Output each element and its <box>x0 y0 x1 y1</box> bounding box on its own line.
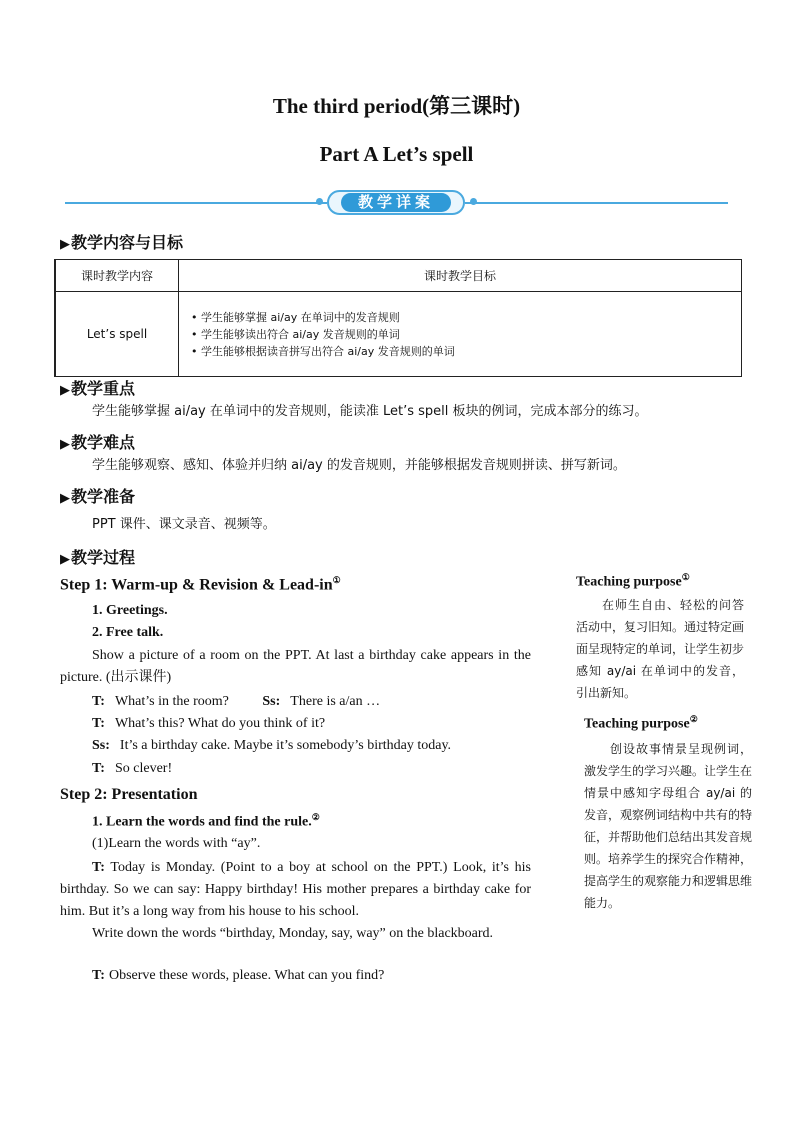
key-points-text: 学生能够掌握 ai/ay 在单词中的发音规则，能读准 Let’s spell 板块的例词，完成本部分的练习。 <box>92 404 648 419</box>
goals-table <box>54 259 742 377</box>
teaching-purpose-1-text: 在师生自由、轻松的问答活动中，复习旧知。通过特定画面呈现特定的单词，让学生初步感知 ay/ai 在单词中的发音，引出新知。 <box>576 598 745 700</box>
teaching-purpose-2-text: 创设故事情景呈现例词，激发学生的学习兴趣。让学生在情景中感知字母组合 ay/ai 的发音，观察例词结构中共有的特征，并帮助他们总结出其发音规则。培养学生的探究合作精神，提高学生的观察能力和逻辑思维能力。 <box>584 742 753 910</box>
banner-dot-right <box>470 198 477 205</box>
dialog-line: Ss: It’s a birthday cake. Maybe it’s somebody’s birthday today. <box>92 738 452 753</box>
goal-item: • 学生能够根据读音拼写出符合 ai/ay 发音规则的单词 <box>191 344 455 358</box>
section-banner <box>327 190 465 215</box>
step2-title: Step 2: Presentation <box>60 786 198 803</box>
dialog-line: T: Observe these words, please. What can you find? <box>92 968 385 983</box>
table-header-goals: 课时教学目标 <box>179 260 742 292</box>
banner-label: 教学详案 <box>341 193 451 212</box>
dialog-line: T: What’s this? What do you think of it? <box>92 716 326 731</box>
table-header-row <box>55 260 742 292</box>
difficulties-text: 学生能够观察、感知、体验并归纳 ai/ay 的发音规则，并能够根据发音规则拼读、拼写新词。 <box>92 458 626 473</box>
step1-paragraph: Show a picture of a room on the PPT. At last a birthday cake appears in the picture. (出示课件) <box>60 648 531 685</box>
teaching-purpose-2-title: Teaching purpose② <box>584 714 698 732</box>
triangle-bullet-icon: ▶ <box>60 552 70 567</box>
goal-item: • 学生能够读出符合 ai/ay 发音规则的单词 <box>191 327 400 341</box>
triangle-bullet-icon: ▶ <box>60 437 70 452</box>
step1-item-greetings: 1. Greetings. <box>92 603 168 618</box>
page-title: The third period(第三课时) <box>272 94 521 118</box>
page-subtitle: Part A Let’s spell <box>319 142 474 166</box>
banner-line-right <box>465 202 728 204</box>
teaching-purpose-1-title: Teaching purpose① <box>576 572 690 590</box>
section-process: ▶教学过程 <box>60 548 136 567</box>
step2-item-learn: 1. Learn the words and find the rule.② <box>92 812 320 830</box>
banner-line-left <box>65 202 327 204</box>
step1-title: Step 1: Warm-up & Revision & Lead-in① <box>60 575 341 594</box>
step1-item-free-talk: 2. Free talk. <box>92 625 164 640</box>
step2-teacher-paragraph: T: Today is Monday. (Point to a boy at school on the PPT.) Look, it’s his birthday. So we can say: Happy birthday! His mother prepares a birthday cake for him. But it’s a long way from his house to his school. <box>60 860 531 919</box>
section-difficulties: ▶教学难点 <box>60 433 136 452</box>
dialog-line: T: What’s in the room? Ss: There is a/an … <box>92 694 381 709</box>
table-row <box>55 292 742 377</box>
section-key-points: ▶教学重点 <box>60 379 136 398</box>
goal-item: • 学生能够掌握 ai/ay 在单词中的发音规则 <box>191 310 400 324</box>
triangle-bullet-icon: ▶ <box>60 491 70 506</box>
banner-dot-left <box>316 198 323 205</box>
table-cell-content: Let’s spell <box>55 292 179 377</box>
table-cell-goals <box>179 292 742 377</box>
section-content-goals: ▶教学内容与目标 <box>60 233 184 252</box>
step2-write-paragraph: Write down the words “birthday, Monday, say, way” on the blackboard. <box>92 926 494 941</box>
table-header-content: 课时教学内容 <box>55 260 179 292</box>
section-preparation: ▶教学准备 <box>60 487 136 506</box>
step2-learn-words: (1)Learn the words with “ay”. <box>92 836 261 851</box>
triangle-bullet-icon: ▶ <box>60 383 70 398</box>
preparation-text: PPT 课件、课文录音、视频等。 <box>92 517 276 532</box>
dialog-line: T: So clever! <box>92 761 173 776</box>
triangle-bullet-icon: ▶ <box>60 237 70 252</box>
